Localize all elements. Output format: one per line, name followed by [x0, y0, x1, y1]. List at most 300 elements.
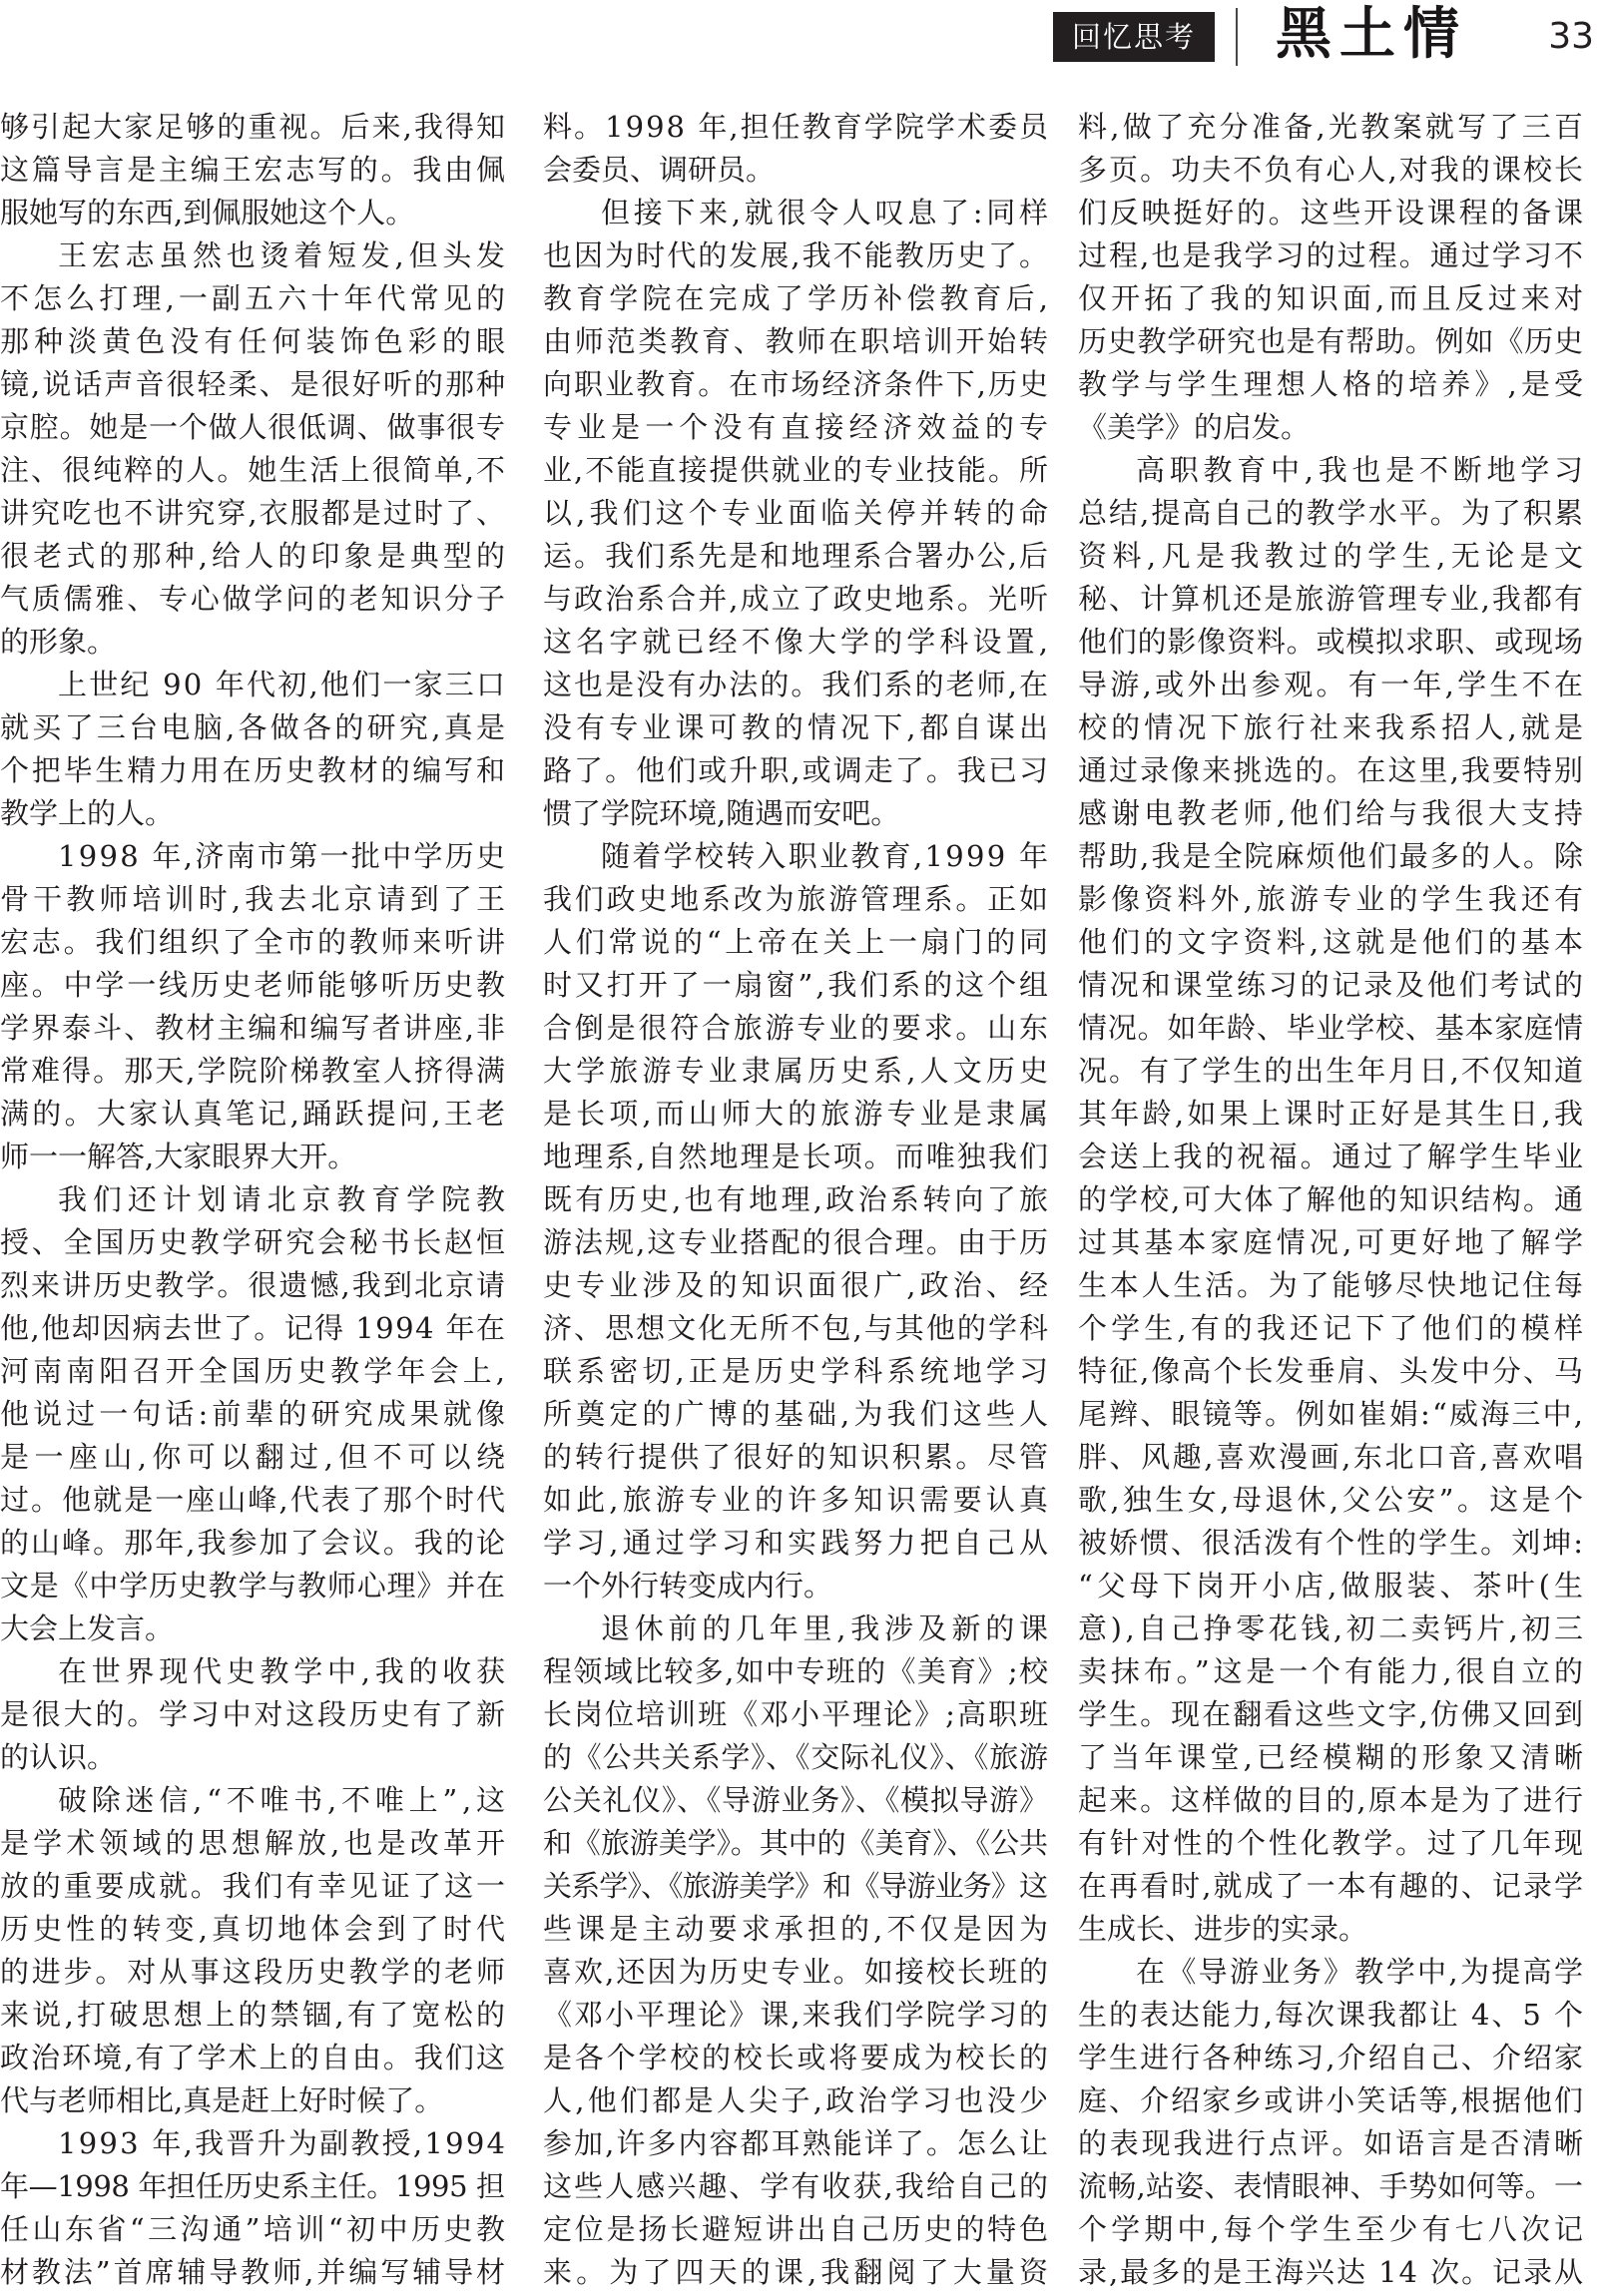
text-line [1078, 1436, 1586, 1479]
text-line [0, 1994, 509, 2037]
text-line [543, 2251, 1053, 2294]
text-line [1078, 1093, 1587, 1136]
text-line [0, 1350, 510, 1393]
text-line-content: 年—1998 年担任历史系主任。1995 担 [0, 2169, 505, 2203]
text-line-content: 这些人感兴趣、学有收获,我给自己的 [543, 2169, 1051, 2203]
text-line-content: 骨干教师培训时,我去北京请到了王 [0, 882, 510, 916]
text-line-content: 参加,许多内容都耳熟能详了。怎么让 [543, 2126, 1051, 2160]
text-line [1078, 2165, 1583, 2208]
text-line [1078, 1822, 1586, 1865]
text-line [1078, 1522, 1586, 1565]
text-line-content: 的进步。对从事这段历史教学的老师 [0, 1955, 508, 1989]
paragraph [543, 1607, 1053, 2294]
text-line [543, 1650, 1048, 1693]
text-line [0, 1951, 508, 1994]
text-line-content: 在再看时,就成了一本有趣的、记录学 [1078, 1869, 1586, 1903]
text-line-content: 他说过一句话:前辈的研究成果就像 [0, 1397, 510, 1431]
text-line [1078, 2037, 1586, 2079]
text-line-content: 这名字就已经不像大学的学科设置, [543, 625, 1053, 659]
text-line-content: 学习,通过学习和实践努力把自己从 [543, 1526, 1053, 1560]
text-line-content: 这篇导言是主编王宏志写的。我由佩 [0, 153, 508, 187]
text-line-content: 帮助,我是全院麻烦他们最多的人。除 [1078, 839, 1586, 873]
text-line [543, 1607, 1053, 1650]
text-line [1078, 1565, 1588, 1607]
text-line [0, 1479, 508, 1522]
text-line [0, 2079, 505, 2122]
text-line [0, 363, 508, 406]
text-line [1078, 1393, 1586, 1436]
text-line-content: 也因为时代的发展,我不能教历史了。 [543, 238, 1051, 272]
text-line-content: 人,他们都是人尖子,政治学习也没少 [543, 2083, 1052, 2117]
text-line [1078, 234, 1586, 277]
paragraph [0, 1178, 511, 1650]
text-line-content: 意),自己挣零花钱,初二卖钙片,初三 [1078, 1611, 1587, 1645]
text-line-content: 由师范类教育、教师在职培训开始转 [543, 324, 1051, 358]
text-line-content: 但接下来,就很令人叹息了:同样 [601, 196, 1052, 230]
text-line [543, 1779, 1048, 1822]
paragraph [1078, 449, 1589, 1951]
text-line [0, 1136, 505, 1178]
text-line-content: 大会上发言。 [0, 1611, 175, 1645]
text-line [543, 749, 1051, 792]
text-line [543, 1264, 1053, 1307]
text-line [1078, 320, 1583, 363]
text-line-content: 的表现我进行点评。如语言是否清晰 [1078, 2126, 1586, 2160]
text-line-content: 秘、计算机还是旅游管理专业,我都有 [1078, 582, 1586, 616]
page-number: 33 [1548, 16, 1594, 57]
text-line [0, 277, 510, 320]
text-line [1078, 1650, 1587, 1693]
text-line-content: 讲究吃也不讲究穿,衣服都是过时了、 [0, 496, 508, 530]
text-line-content: 授、全国历史教学研究会秘书长赵恒 [0, 1225, 508, 1259]
text-line [543, 535, 1051, 578]
text-line-content: 是长项,而山师大的旅游专业是隶属 [543, 1097, 1053, 1131]
text-column-3 [1078, 106, 1589, 2294]
text-line-content: 一个外行转变成内行。 [543, 1569, 833, 1603]
paragraph [1078, 1951, 1588, 2294]
text-line [0, 621, 505, 664]
text-line-content: 放的重要成就。我们有幸见证了这一 [0, 1869, 508, 1903]
text-line [543, 1007, 1051, 1050]
text-line-content: 向职业教育。在市场经济条件下,历史 [543, 367, 1051, 401]
text-line-content: 歌,独生女,母退休,父公安”。这是个 [1078, 1483, 1587, 1517]
text-line [543, 1178, 1052, 1221]
text-line-content: 既有历史,也有地理,政治系转向了旅 [543, 1182, 1052, 1216]
text-line-content: 座。中学一线历史老师能够听历史教 [0, 968, 508, 1002]
text-line-content: 是很大的。学习中对这段历史有了新 [0, 1697, 508, 1731]
text-line-content: 在《导游业务》教学中,为提高学 [1136, 1955, 1586, 1989]
text-line-content: 通过录像来挑选的。在这里,我要特别 [1078, 753, 1586, 787]
text-line-content: 满的。大家认真笔记,踊跃提问,王老 [0, 1097, 509, 1131]
text-line [0, 921, 508, 964]
text-line-content: 历史教学研究也是有帮助。例如《历史 [1078, 324, 1584, 358]
text-line-content: 的转行提供了很好的知识积累。尽管 [543, 1440, 1051, 1474]
text-line-content: 教学上的人。 [0, 796, 175, 830]
text-line [1078, 1607, 1587, 1650]
text-line-content: 的形象。 [0, 625, 117, 659]
paragraph [0, 1779, 510, 2122]
text-line-content: 运。我们系先是和地理系合署办公,后 [543, 539, 1051, 573]
text-line-content: 的《公共关系学》、《交际礼仪》、《旅游 [543, 1740, 1049, 1774]
text-line-content: 情况。如年龄、毕业学校、基本家庭情 [1078, 1011, 1584, 1045]
text-line-content: 是各个学校的校长或将要成为校长的 [543, 2041, 1051, 2074]
text-line-content: 教学与学生理想人格的培养》,是受 [1078, 367, 1588, 401]
text-line [1078, 449, 1588, 492]
text-line [543, 835, 1051, 878]
text-line [0, 1307, 505, 1350]
text-line-content: 来说,打破思想上的禁锢,有了宽松的 [0, 1998, 509, 2032]
text-line [0, 964, 508, 1007]
text-line-content: 在世界现代史教学中,我的收获 [58, 1654, 510, 1688]
text-line-content: 游法规,这专业搭配的很合理。由于历 [543, 1225, 1051, 1259]
text-line [0, 1050, 508, 1093]
text-line [1078, 1865, 1586, 1908]
text-line [0, 149, 508, 192]
text-line [1078, 749, 1586, 792]
text-line-content: 王宏志虽然也烫着短发,但头发 [58, 238, 510, 272]
text-line [1078, 1994, 1583, 2037]
text-line [0, 1264, 508, 1307]
text-line-content: 镜,说话声音很轻柔、是很好听的那种 [0, 367, 508, 401]
text-line [1078, 578, 1586, 621]
text-line-content: 导游,或外出参观。有一年,学生不在 [1078, 668, 1587, 701]
text-line-content: 况。有了学生的出生年月日,不仅知道 [1078, 1054, 1586, 1088]
paragraph [543, 192, 1054, 835]
text-line-content: 专业是一个没有直接经济效益的专 [543, 410, 1054, 444]
text-line-content: 料,做了充分准备,光教案就写了三百 [1078, 110, 1587, 144]
text-line-content: 是一座山,你可以翻过,但不可以绕 [0, 1440, 511, 1474]
text-line [543, 1307, 1051, 1350]
text-line [1078, 192, 1586, 234]
text-line-content: 生的表达能力,每次课我都让 4、5 个 [1078, 1998, 1585, 2032]
text-line-content: 过。他就是一座山峰,代表了那个时代 [0, 1483, 508, 1517]
text-line-content: 惯了学院环境,随遇而安吧。 [543, 796, 900, 830]
text-line [543, 277, 1053, 320]
text-line [0, 1908, 510, 1951]
text-line [0, 106, 508, 149]
text-line-content: 退休前的几年里,我涉及新的课 [601, 1611, 1053, 1645]
text-line [543, 664, 1051, 706]
text-line [0, 749, 508, 792]
text-line [1078, 1693, 1586, 1736]
text-line [0, 535, 510, 578]
text-line-content: 政治环境,有了学术上的自由。我们这 [0, 2041, 508, 2074]
text-line [1078, 2079, 1586, 2122]
text-line-content: 任山东省“三沟通”培训“初中历史教 [0, 2212, 509, 2246]
text-line-content: 他们的影像资料。或模拟求职、或现场 [1078, 625, 1584, 659]
text-line [0, 2165, 505, 2208]
magazine-title: 黑土情 [1276, 1, 1467, 67]
text-line-content: 学界泰斗、教材主编和编写者讲座,非 [0, 1011, 508, 1045]
section-label: 回忆思考 [1053, 12, 1215, 62]
text-line-content: 我们政史地系改为旅游管理系。正如 [543, 882, 1051, 916]
text-line [0, 234, 510, 277]
text-line-content: 他,他却因病去世了。记得 1994 年在 [0, 1311, 507, 1345]
text-line-content: 随着学校转入职业教育,1999 年 [601, 839, 1051, 873]
text-line [543, 1822, 1048, 1865]
text-line [543, 492, 1053, 535]
text-line [1078, 1136, 1586, 1178]
text-line-content: 路了。他们或升职,或调走了。我已习 [543, 753, 1051, 787]
text-line-content: 烈来讲历史教学。很遗憾,我到北京请 [0, 1268, 508, 1302]
text-line [543, 1350, 1053, 1393]
text-line [1078, 1178, 1586, 1221]
text-line [543, 1865, 1048, 1908]
text-line [543, 2079, 1052, 2122]
text-line-content: 河南南阳召开全国历史教学年会上, [0, 1354, 510, 1388]
text-line-content: 史专业涉及的知识面很广,政治、经 [543, 1268, 1053, 1302]
text-line-content: 过其基本家庭情况,可更好地了解学 [1078, 1225, 1588, 1259]
text-line [543, 1436, 1051, 1479]
text-line [0, 878, 510, 921]
text-line-content: 和《旅游美学》。其中的《美育》、《公共 [543, 1826, 1048, 1860]
text-line [543, 1136, 1051, 1178]
text-line [543, 1736, 1048, 1779]
text-line-content: 以,我们这个专业面临关停并转的命 [543, 496, 1053, 530]
text-line [1078, 1221, 1588, 1264]
text-line-content: 喜欢,还因为历史专业。如接校长班的 [543, 1955, 1051, 1989]
text-line-content: 教育学院在完成了学历补偿教育后, [543, 281, 1053, 315]
text-column-1 [0, 106, 511, 2294]
text-line-content: 材教法”首席辅导教师,并编写辅导材 [0, 2255, 508, 2289]
text-line-content: 1993 年,我晋升为副教授,1994 [58, 2126, 508, 2160]
text-line [0, 2037, 508, 2079]
text-line [0, 320, 511, 363]
paragraph [0, 2122, 509, 2294]
text-line [543, 2208, 1051, 2251]
text-line [0, 1007, 508, 1050]
text-line-content: 地理系,自然地理是长项。而唯独我们 [543, 1140, 1051, 1173]
text-line [1078, 1736, 1588, 1779]
text-line-content: 些课是主动要求承担的,不仅是因为 [543, 1912, 1053, 1946]
text-line [0, 1650, 510, 1693]
text-line [0, 406, 505, 449]
text-line [1078, 964, 1586, 1007]
text-line-content: 料。1998 年,担任教育学院学术委员 [543, 110, 1051, 144]
text-line [0, 1736, 505, 1779]
text-line-content: 生成长、进步的实录。 [1078, 1912, 1368, 1946]
text-line [1078, 621, 1583, 664]
text-line-content: 会委员、调研员。 [543, 153, 776, 187]
text-line [543, 320, 1051, 363]
text-line [1078, 2208, 1588, 2251]
text-line-content: 上世纪 90 年代初,他们一家三口 [58, 668, 508, 701]
text-line-content: 历史性的转变,真切地体会到了时代 [0, 1912, 510, 1946]
text-line [543, 106, 1051, 149]
paragraph [0, 234, 511, 664]
text-line [1078, 2122, 1586, 2165]
paragraph [1078, 106, 1588, 449]
text-line [0, 1221, 508, 1264]
text-line-content: 总结,提高自己的教学水平。为了积累 [1078, 496, 1586, 530]
text-line-content: 特征,像高个长发垂肩、头发中分、马 [1078, 1354, 1586, 1388]
paragraph [543, 106, 1051, 192]
text-line-content: 那种淡黄色没有任何装饰色彩的眼 [0, 324, 511, 358]
text-line-content: 《邓小平理论》课,来我们学院学习的 [543, 1998, 1051, 2032]
text-line [543, 1908, 1053, 1951]
text-line [0, 1865, 508, 1908]
text-line-content: 服她写的东西,到佩服她这个人。 [0, 196, 415, 230]
text-line [1078, 2251, 1583, 2294]
text-line-content: 来。为了四天的课,我翻阅了大量资 [543, 2255, 1053, 2289]
text-line [543, 1522, 1053, 1565]
text-line [543, 1994, 1051, 2037]
text-line-content: 关系学》、《旅游美学》和《导游业务》这 [543, 1869, 1048, 1903]
text-line [0, 1436, 511, 1479]
text-line-content: 录,最多的是王海兴达 14 次。记录从 [1078, 2255, 1585, 2289]
text-line [1078, 921, 1588, 964]
paragraph [0, 1650, 510, 1779]
text-line-content: 个学期中,每个学生至少有七八次记 [1078, 2212, 1588, 2246]
text-line-content: 庭、介绍家乡或讲小笑话等,根据他们 [1078, 2083, 1586, 2117]
text-line [543, 2122, 1051, 2165]
text-line-content: 济、思想文化无所不包,与其他的学科 [543, 1311, 1051, 1345]
text-line [543, 1951, 1051, 1994]
text-line-content: 有针对性的个性化教学。过了几年现 [1078, 1826, 1586, 1860]
text-line-content: 卖抹布。”这是一个有能力,很自立的 [1078, 1654, 1587, 1688]
text-line [1078, 664, 1587, 706]
text-line [543, 1479, 1053, 1522]
header-divider [1236, 8, 1238, 66]
text-line-content: 如此,旅游专业的许多知识需要认真 [543, 1483, 1053, 1517]
text-line [1078, 835, 1586, 878]
text-line [543, 578, 1051, 621]
text-line [0, 449, 508, 492]
text-line-content: 学生。现在翻看这些文字,仿佛又回到 [1078, 1697, 1586, 1731]
text-line [0, 792, 505, 835]
text-line-content: 气质儒雅、专心做学问的老知识分子 [0, 582, 508, 616]
text-line-content: 会送上我的祝福。通过了解学生毕业 [1078, 1140, 1586, 1173]
text-line-content: 不怎么打理,一副五六十年代常见的 [0, 281, 510, 315]
text-line [0, 664, 508, 706]
text-line-content: 感谢电教老师,他们给与我很大支持 [1078, 796, 1588, 830]
text-line-content: 公关礼仪》、《导游业务》、《模拟导游》 [543, 1783, 1049, 1817]
text-line-content: 这也是没有办法的。我们系的老师,在 [543, 668, 1051, 701]
text-line [0, 1779, 510, 1822]
text-line [0, 1393, 510, 1436]
text-line-content: 他们的文字资料,这就是他们的基本 [1078, 925, 1588, 959]
text-line [0, 2208, 509, 2251]
text-line [1078, 1908, 1583, 1951]
text-line-content: 所奠定的广博的基础,为我们这些人 [543, 1397, 1053, 1431]
text-line [543, 1693, 1051, 1736]
text-line-content: 的山峰。那年,我参加了会议。我的论 [0, 1526, 508, 1560]
text-line-content: 业,不能直接提供就业的专业技能。所 [543, 453, 1051, 487]
text-line-content: 文是《中学历史教学与教师心理》并在 [0, 1569, 506, 1603]
text-line-content: 校的情况下旅行社来我系招人,就是 [1078, 710, 1588, 744]
text-line [543, 2037, 1051, 2079]
text-line [1078, 363, 1588, 406]
text-line-content: 程领域比较多,如中专班的《美育》;校 [543, 1654, 1050, 1688]
text-line-content: 生本人生活。为了能够尽快地记住每 [1078, 1268, 1586, 1302]
text-line [1078, 1264, 1586, 1307]
paragraph [543, 835, 1053, 1607]
text-line-content: 够引起大家足够的重视。后来,我得知 [0, 110, 508, 144]
text-line [0, 1565, 505, 1607]
text-line-content: 时又打开了一扇窗”,我们系的这个组 [543, 968, 1051, 1002]
text-line [1078, 406, 1583, 449]
text-line-content: 人们常说的“上帝在关上一扇门的同 [543, 925, 1052, 959]
text-line [0, 706, 509, 749]
text-line-content: 个学生,有的我还记下了他们的模样 [1078, 1311, 1588, 1345]
text-line [1078, 277, 1588, 320]
text-line-content: 京腔。她是一个做人很低调、做事很专 [0, 410, 506, 444]
text-line [1078, 792, 1588, 835]
text-line-content: 注、很纯粹的人。她生活上很简单,不 [0, 453, 508, 487]
text-line-content: 多页。功夫不负有心人,对我的课校长 [1078, 153, 1586, 187]
paragraph [0, 835, 510, 1178]
text-line-content: 代与老师相比,真是赶上好时候了。 [0, 2083, 444, 2117]
text-line-content: 没有专业课可教的情况下,都自谋出 [543, 710, 1053, 744]
text-line [1078, 1479, 1587, 1522]
text-line [543, 192, 1052, 234]
paragraph [0, 664, 509, 835]
text-line-content: 了当年课堂,已经模糊的形象又清晰 [1078, 1740, 1588, 1774]
text-line [543, 1565, 1048, 1607]
text-line [543, 406, 1054, 449]
text-line-content: 个把毕生精力用在历史教材的编写和 [0, 753, 508, 787]
text-line-content: 大学旅游专业隶属历史系,人文历史 [543, 1054, 1053, 1088]
text-line-content: 是学术领域的思想解放,也是改革开 [0, 1826, 510, 1860]
text-line [1078, 1307, 1588, 1350]
text-line [1078, 706, 1588, 749]
text-line [0, 1093, 509, 1136]
text-column-2 [543, 106, 1054, 2294]
text-line-content: 尾辫、眼镜等。例如崔娟:“威海三中, [1078, 1397, 1586, 1431]
text-line-content: 的认识。 [0, 1740, 117, 1774]
text-line-content: 起来。这样做的目的,原本是为了进行 [1078, 1783, 1586, 1817]
text-line-content: 过程,也是我学习的过程。通过学习不 [1078, 238, 1586, 272]
text-line [0, 2251, 508, 2294]
text-line [0, 578, 508, 621]
text-line [1078, 1951, 1586, 1994]
text-line [0, 1522, 508, 1565]
text-line [543, 1093, 1053, 1136]
paragraph [0, 106, 508, 234]
text-line-content: 们反映挺好的。这些开设课程的备课 [1078, 196, 1586, 230]
text-line [1078, 1007, 1583, 1050]
text-line [1078, 1779, 1586, 1822]
text-line-content: 仅开拓了我的知识面,而且反过来对 [1078, 281, 1588, 315]
text-line-content: 我们还计划请北京教育学院教 [58, 1182, 511, 1216]
text-line-content: 流畅,站姿、表情眼神、手势如何等。一 [1078, 2169, 1584, 2203]
text-line [0, 1178, 511, 1221]
text-line-content: 高职教育中,我也是不断地学习 [1136, 453, 1588, 487]
text-line-content: 宏志。我们组织了全市的教师来听讲 [0, 925, 508, 959]
text-line-content: 长岗位培训班《邓小平理论》;高职班 [543, 1697, 1051, 1731]
text-line [543, 1221, 1051, 1264]
text-line [543, 449, 1051, 492]
text-line-content: 的学校,可大体了解他的知识结构。通 [1078, 1182, 1586, 1216]
text-line-content: 《美学》的启发。 [1078, 410, 1311, 444]
text-line [0, 835, 508, 878]
text-line-content: 其年龄,如果上课时正好是其生日,我 [1078, 1097, 1587, 1131]
text-line [543, 1050, 1053, 1093]
text-line [1078, 535, 1589, 578]
text-line [1078, 878, 1588, 921]
text-line [1078, 1350, 1586, 1393]
text-line-content: 破除迷信,“不唯书,不唯上”,这 [58, 1783, 510, 1817]
text-line-content: 胖、风趣,喜欢漫画,东北口音,喜欢唱 [1078, 1440, 1586, 1474]
text-line-content: 情况和课堂练习的记录及他们考试的 [1078, 968, 1586, 1002]
text-line [543, 921, 1052, 964]
text-line [1078, 106, 1587, 149]
text-line-content: 与政治系合并,成立了政史地系。光听 [543, 582, 1051, 616]
text-line-content: 影像资料外,旅游专业的学生我还有 [1078, 882, 1588, 916]
text-line-content: 很老式的那种,给人的印象是典型的 [0, 539, 510, 573]
text-line [0, 1607, 505, 1650]
text-line-content: 常难得。那天,学院阶梯教室人挤得满 [0, 1054, 508, 1088]
